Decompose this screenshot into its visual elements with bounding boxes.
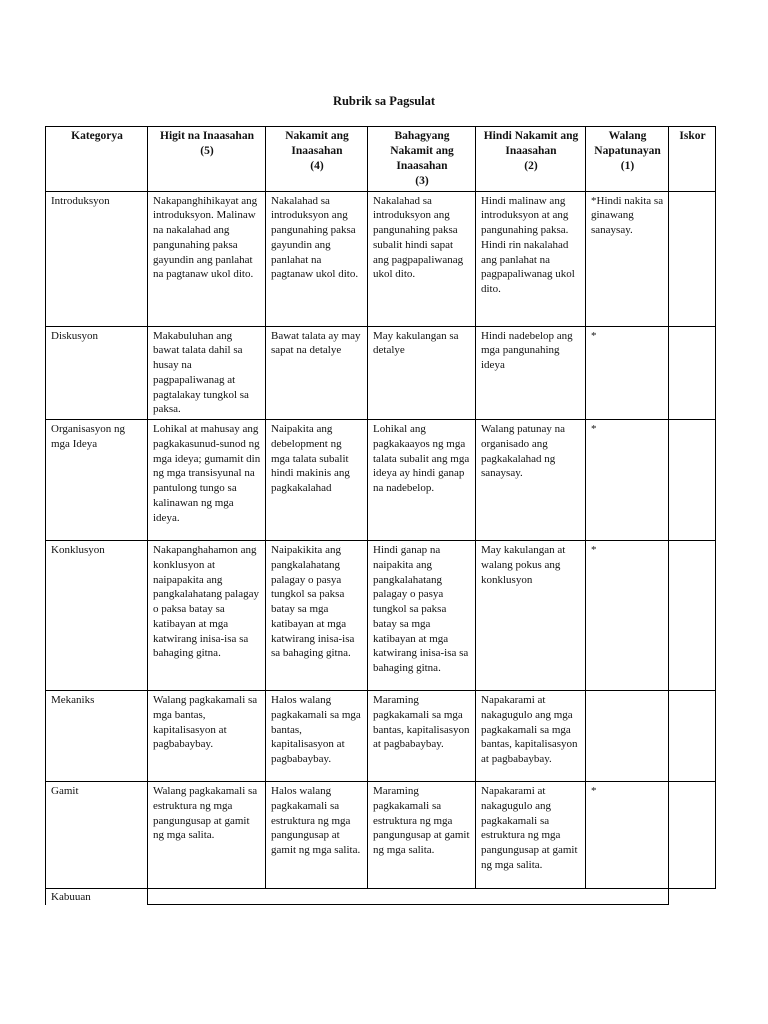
cell-score-5: Walang pagkakamali sa estruktura ng mga pangungusap at gamit ng mga salita.	[148, 782, 266, 889]
header-row	[46, 127, 716, 192]
cell-score-2: Napakarami at nakagugulo ang pagkakamali sa estruktura ng mga pangungusap at gamit ng mga salita.	[476, 782, 586, 889]
header-walang-napatunayan: Walang Napatunayan (1)	[586, 127, 669, 192]
row-category: Mekaniks	[46, 691, 148, 782]
cell-score-2: May kakulangan at walang pokus ang konklusyon	[476, 541, 586, 691]
cell-score-3: Maraming pagkakamali sa mga bantas, kapitalisasyon at pagbabaybay.	[368, 691, 476, 782]
cell-score-1: *	[586, 541, 669, 691]
total-iskor-cell	[669, 889, 716, 905]
cell-score-4: Halos walang pagkakamali sa mga bantas, kapitalisasyon at pagbabaybay.	[266, 691, 368, 782]
header-iskor: Iskor	[669, 127, 716, 192]
cell-score-3: Lohikal ang pagkakaayos ng mga talata subalit ang mga ideya ay hindi ganap na nadebelop.	[368, 420, 476, 541]
cell-score-4: Bawat talata ay may sapat na detalye	[266, 326, 368, 419]
cell-score-2: Walang patunay na organisado ang pagkakalahad ng sanaysay.	[476, 420, 586, 541]
cell-score-3: Maraming pagkakamali sa estruktura ng mga pangungusap at gamit ng mga salita.	[368, 782, 476, 889]
cell-score-2: Hindi nadebelop ang mga pangunahing ideya	[476, 326, 586, 419]
total-label: Kabuuan	[46, 889, 148, 905]
cell-score-3: May kakulangan sa detalye	[368, 326, 476, 419]
cell-score-2: Napakarami at nakagugulo ang mga pagkakamali sa mga bantas, kapitalisasyon at pagbabaybay.	[476, 691, 586, 782]
page-title: Rubrik sa Pagsulat	[332, 94, 436, 108]
header-higit-na-inaasahan: Higit na Inaasahan (5)	[148, 127, 266, 192]
cell-iskor	[669, 191, 716, 326]
cell-iskor	[669, 782, 716, 889]
cell-score-2: Hindi malinaw ang introduksyon at ang pangunahing paksa. Hindi rin nakalahad ang panlahat na pagpapaliwanag ukol dito.	[476, 191, 586, 326]
rubric-table	[45, 126, 716, 905]
table-row	[46, 326, 716, 419]
header-nakamit-ang-inaasahan: Nakamit ang Inaasahan (4)	[266, 127, 368, 192]
header-bahagyang-nakamit: Bahagyang Nakamit ang Inaasahan (3)	[368, 127, 476, 192]
cell-score-4: Nakalahad sa introduksyon ang pangunahing paksa gayundin ang panlahat na pagtanaw ukol dito.	[266, 191, 368, 326]
table-row	[46, 691, 716, 782]
row-category: Introduksyon	[46, 191, 148, 326]
cell-score-5: Makabuluhan ang bawat talata dahil sa husay na pagpapaliwanag at pagtalakay tungkol sa paksa.	[148, 326, 266, 419]
cell-score-4: Naipakita ang debelopment ng mga talata subalit hindi makinis ang pagkakalahad	[266, 420, 368, 541]
table-row	[46, 191, 716, 326]
cell-score-5: Walang pagkakamali sa mga bantas, kapitalisasyon at pagbabaybay.	[148, 691, 266, 782]
row-category: Konklusyon	[46, 541, 148, 691]
cell-iskor	[669, 541, 716, 691]
table-row	[46, 541, 716, 691]
total-row	[46, 889, 716, 905]
cell-score-5: Lohikal at mahusay ang pagkakasunud-sunod ng mga ideya; gumamit din ng mga transisyunal na pantulong tungo sa kalinawan ng mga ideya.	[148, 420, 266, 541]
table-row	[46, 782, 716, 889]
cell-score-1: *	[586, 782, 669, 889]
cell-score-5: Nakapanghihikayat ang introduksyon. Malinaw na nakalahad ang pangunahing paksa gayundin ang panlahat na pagtanaw ukol dito.	[148, 191, 266, 326]
cell-score-1: *	[586, 326, 669, 419]
cell-score-3: Hindi ganap na naipakita ang pangkalahatang palagay o pasya tungkol sa paksa batay sa mga katibayan at mga katwirang inisa-isa sa bahaging gitna.	[368, 541, 476, 691]
cell-iskor	[669, 420, 716, 541]
cell-score-5: Nakapanghahamon ang konklusyon at naipapakita ang pangkalahatang palagay o paksa batay sa katibayan at mga katwirang inisa-isa sa bahaging gitna.	[148, 541, 266, 691]
row-category: Diskusyon	[46, 326, 148, 419]
header-hindi-nakamit: Hindi Nakamit ang Inaasahan (2)	[476, 127, 586, 192]
table-row	[46, 420, 716, 541]
cell-iskor	[669, 691, 716, 782]
cell-score-3: Nakalahad sa introduksyon ang pangunahing paksa subalit hindi sapat ang pagpapaliwanag ukol dito.	[368, 191, 476, 326]
cell-score-1	[586, 691, 669, 782]
cell-iskor	[669, 326, 716, 419]
header-kategorya: Kategorya	[46, 127, 148, 192]
cell-score-1: *	[586, 420, 669, 541]
total-value-cell	[148, 889, 669, 905]
cell-score-4: Naipakikita ang pangkalahatang palagay o pasya tungkol sa paksa batay sa mga katibayan at mga katwirang inisa-isa sa bahaging gitna.	[266, 541, 368, 691]
row-category: Organisasyon ng mga Ideya	[46, 420, 148, 541]
cell-score-1: *Hindi nakita sa ginawang sanaysay.	[586, 191, 669, 326]
cell-score-4: Halos walang pagkakamali sa estruktura ng mga pangungusap at gamit ng mga salita.	[266, 782, 368, 889]
row-category: Gamit	[46, 782, 148, 889]
